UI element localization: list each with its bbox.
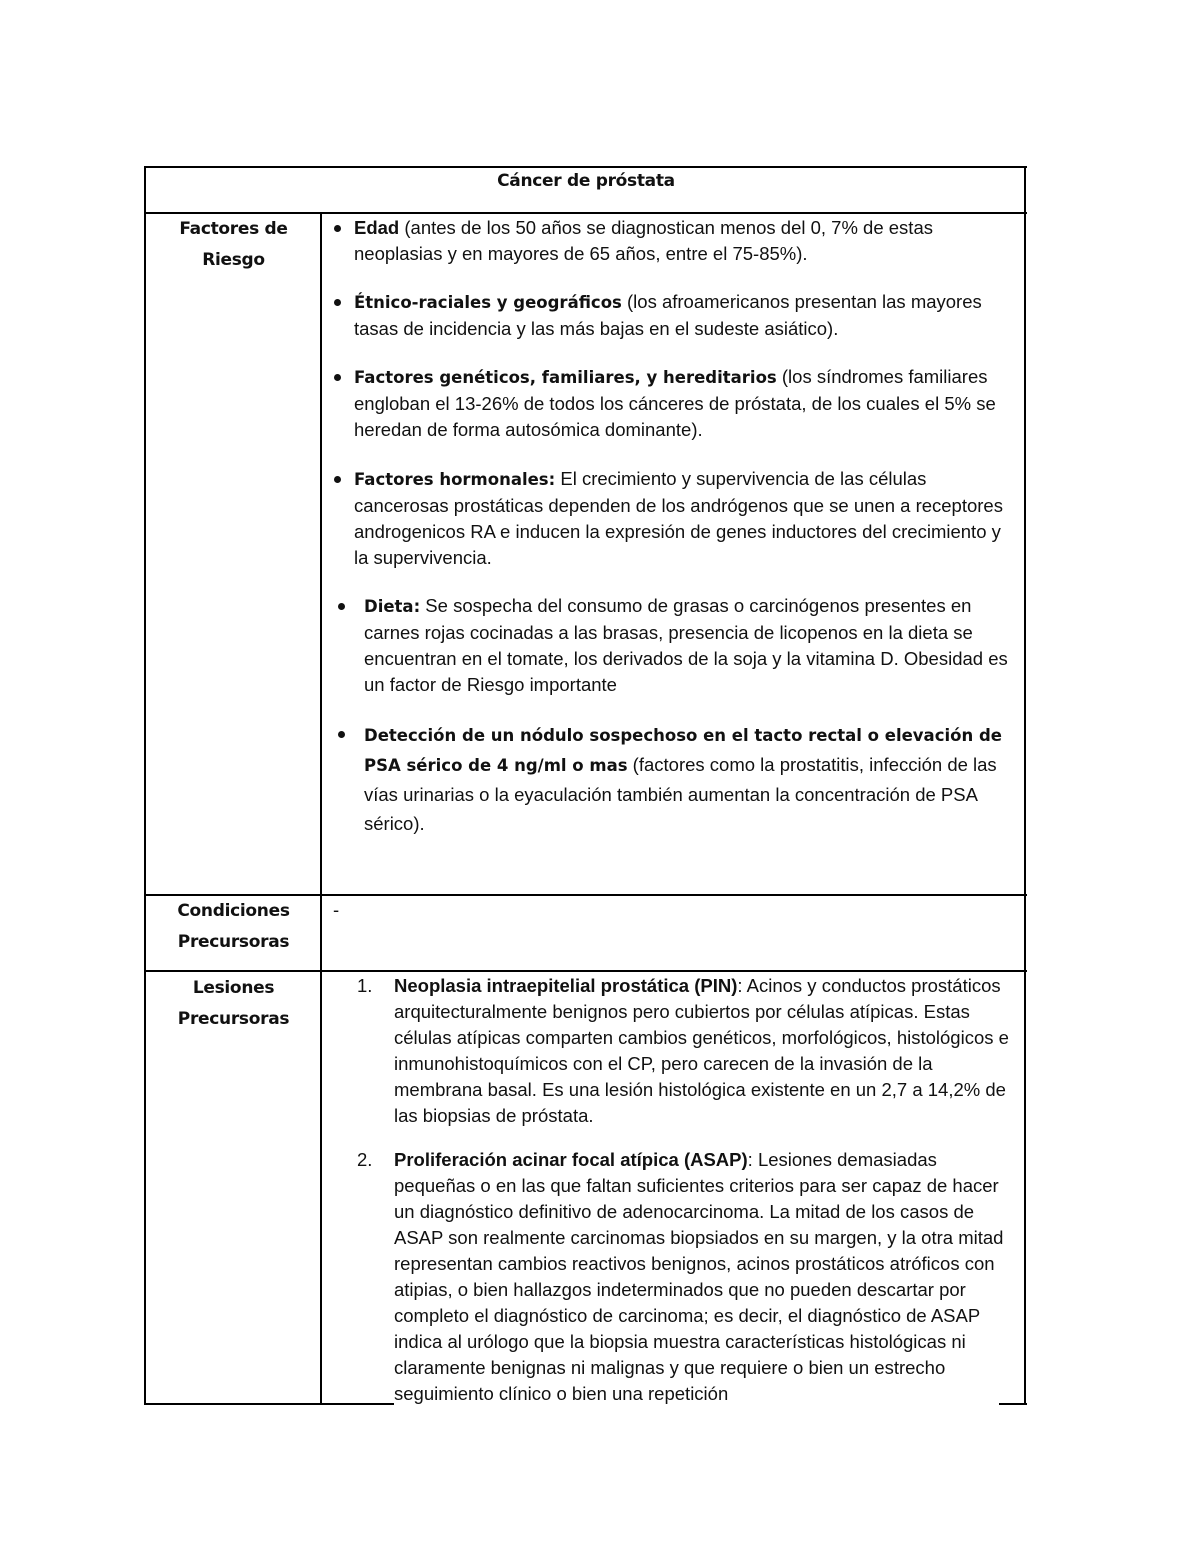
bullet-icon [338, 603, 345, 610]
row-label-line: Precursoras [177, 1009, 290, 1029]
item-text: : Acinos y conductos prostáticos arquitecturalmente benignos pero cubiertos por células atípicas. Estas células atípicas comparten cambios genéticos, morfológicos, histológicos e inmunohistoquímicos con el CP, pero carecen de la invasión de la membrana basal. Es una lesión histológica existente en un 2,7 a 14,2% de las biopsias de próstata. [394, 975, 1009, 1126]
row-label-line: Riesgo [202, 250, 265, 270]
bullet-icon [338, 731, 345, 738]
table-title: Cáncer de próstata [497, 171, 675, 191]
row-label-condiciones [146, 896, 321, 958]
list-item-text [364, 720, 1014, 838]
list-item-text [364, 593, 1018, 698]
table-top-border [144, 166, 1027, 168]
bullet-icon [334, 299, 341, 306]
item-text: El crecimiento y supervivencia de las células cancerosas prostáticas dependen de los andrógenos que se unen a receptores androgenicos RA e inducen la expresión de genes inductores del crecimiento y la supervivencia. [354, 468, 1003, 568]
row-label-line: Condiciones [177, 901, 290, 921]
item-bold: Factores genéticos, familiares, y hereditarios [354, 368, 777, 387]
item-text: : Lesiones demasiadas pequeñas o en las que faltan suficientes criterios para ser capaz de hacer un diagnóstico definitivo de adenocarcinoma. La mitad de los casos de ASAP son realmente carcinomas biopsiados en su margen, y la otra mitad representan cambios reactivos benignos, acinos prostáticos atróficos con atipias, o bien hallazgos indeterminados que no pueden descartar por completo el diagnóstico de carcinoma; es decir, el diagnóstico de ASAP indica al urólogo que la biopsia muestra características histológicas ni claramente benignas ni malignas y que requiere o bien un estrecho seguimiento clínico o bien una repetición [394, 1149, 1004, 1404]
item-text: (los afroamericanos presentan las mayores tasas de incidencia y las más bajas en el sudeste asiático). [354, 291, 982, 339]
row-label-factores [146, 214, 321, 276]
item-bold: Detección de un nódulo sospechoso en el tacto rectal o elevación de PSA sérico de 4 ng/ml o mas [364, 726, 1002, 775]
bullet-icon [334, 225, 341, 232]
table-bottom-border-left [144, 1403, 394, 1405]
item-text: Se sospecha del consumo de grasas o carcinógenos presentes en carnes rojas cocinadas a las brasas, presencia de licopenos en la dieta se encuentran en el tomate, los derivados de la soja y la vitamina D. Obesidad es un factor de Riesgo importante [364, 595, 1008, 695]
item-text: (antes de los 50 años se diagnostican menos del 0, 7% de estas neoplasias y en mayores de 65 años, entre el 75-85%). [354, 217, 933, 264]
list-item-text [394, 1147, 1014, 1407]
bullet-icon [334, 476, 341, 483]
row-label-lesiones [146, 973, 321, 1035]
item-bold: Étnico-raciales y geográficos [354, 293, 622, 312]
list-item-text [354, 215, 1014, 267]
item-text: (los síndromes familiares engloban el 13-26% de todos los cánceres de próstata, de los cuales el 5% se heredan de forma autosómica dominante). [354, 366, 996, 440]
condiciones-value: - [333, 899, 340, 920]
item-bold: Neoplasia intraepitelial prostática (PIN) [394, 975, 738, 996]
row-label-line: Factores de [179, 219, 288, 239]
table-right-border [1024, 166, 1026, 1405]
item-number: 2. [357, 1149, 373, 1170]
item-bold: Proliferación acinar focal atípica (ASAP) [394, 1149, 748, 1170]
item-bold: Dieta: [364, 597, 421, 616]
list-item-text [394, 973, 1014, 1129]
list-item-text [354, 364, 1014, 443]
item-number: 1. [357, 975, 373, 996]
list-item-text [354, 289, 1022, 342]
bullet-icon [334, 374, 341, 381]
item-bold: Factores hormonales: [354, 470, 556, 489]
row-label-line: Lesiones [192, 978, 275, 998]
condiciones-row-border [144, 970, 1027, 972]
table-left-border [144, 166, 146, 1405]
column-divider [320, 212, 322, 1405]
row-label-line: Precursoras [177, 932, 290, 952]
item-bold: Edad [354, 217, 400, 238]
list-item-text [354, 466, 1004, 571]
item-text: (factores como la prostatitis, infección de las vías urinarias o la eyaculación también aumentan la concentración de PSA sérico). [364, 754, 997, 834]
